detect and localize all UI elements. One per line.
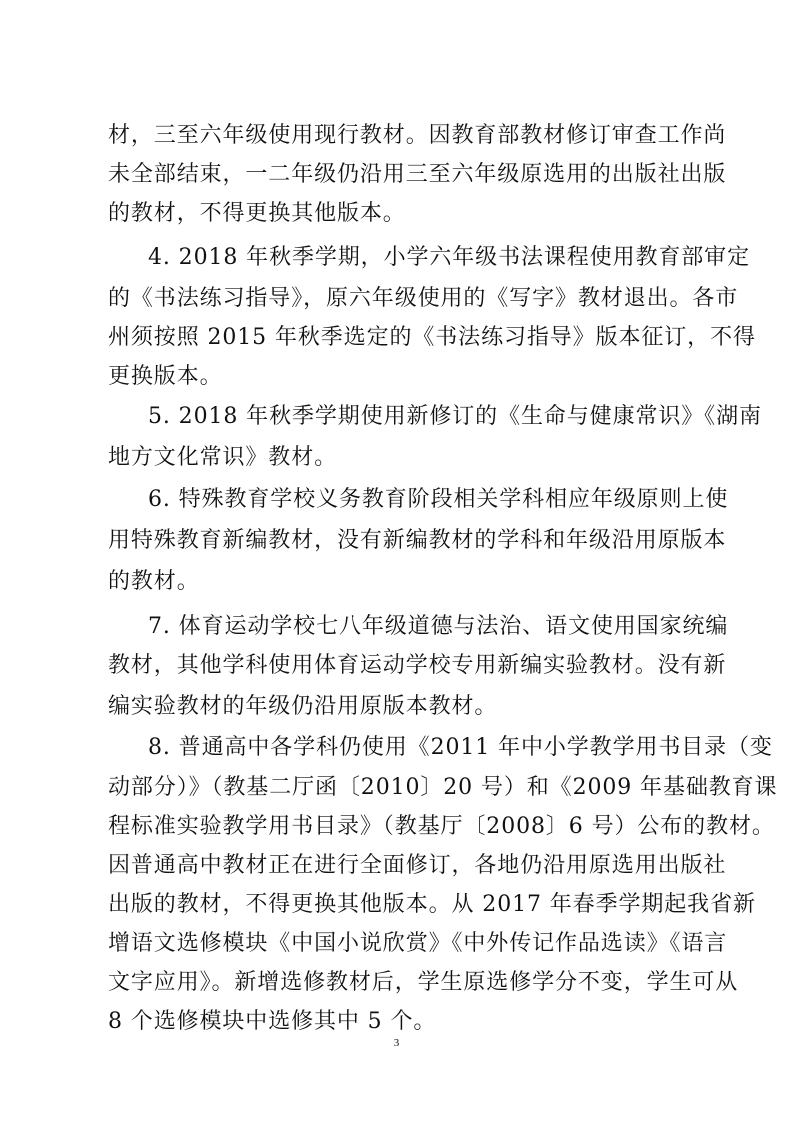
body-text-line: 增语文选修模块《中国小说欣赏》《中外传记作品选读》《语言 [108,931,728,956]
body-text-line: 更换版本。 [108,364,223,389]
body-text-line: 教材，其他学科使用体育运动学校专用新编实验教材。没有新 [108,653,727,678]
body-text-line: 编实验教材的年级仍沿用原版本教材。 [108,694,498,719]
body-text-line: 地方文化常识》教材。 [108,445,338,470]
body-text-line: 材，三至六年级使用现行教材。因教育部教材修订审查工作尚 [108,123,727,148]
body-text-line: 未全部结束，一二年级仍沿用三至六年级原选用的出版社出版 [108,162,727,187]
body-text-line: 文字应用》。新增选修教材后，学生原选修学分不变，学生可从 [108,970,739,995]
body-text-line: 用特殊教育新编教材，没有新编教材的学科和年级沿用原版本 [108,528,727,553]
paragraph-8-first-line: 8. 普通高中各学科仍使用《2011 年中小学教学用书目录（变 [148,735,773,760]
body-text-line: 的教材，不得更换其他版本。 [108,201,406,226]
body-text-line: 的《书法练习指导》，原六年级使用的《写字》教材退出。各市 [108,286,739,311]
paragraph-4-first-line: 4. 2018 年秋季学期，小学六年级书法课程使用教育部审定 [148,245,750,270]
body-text-line: 州须按照 2015 年秋季选定的《书法练习指导》版本征订，不得 [108,325,756,350]
paragraph-6-first-line: 6. 特殊教育学校义务教育阶段相关学科相应年级原则上使 [148,487,729,512]
page-number: 3 [393,1037,400,1049]
body-text-line: 程标准实验教学用书目录》（教基厅〔2008〕6 号）公布的教材。 [108,814,775,839]
body-text-line: 8 个选修模块中选修其中 5 个。 [108,1009,437,1034]
body-text-line: 出版的教材，不得更换其他版本。从 2017 年春季学期起我省新 [108,892,756,917]
body-text-line: 的教材。 [108,569,200,594]
body-text-line: 动部分）》（教基二厅函〔2010〕20 号）和《2009 年基础教育课 [108,775,778,800]
body-text-line: 因普通高中教材正在进行全面修订，各地仍沿用原选用出版社 [108,853,727,878]
paragraph-5-first-line: 5. 2018 年秋季学期使用新修订的《生命与健康常识》《湖南 [148,404,762,429]
paragraph-7-first-line: 7. 体育运动学校七八年级道德与法治、语文使用国家统编 [148,614,729,639]
